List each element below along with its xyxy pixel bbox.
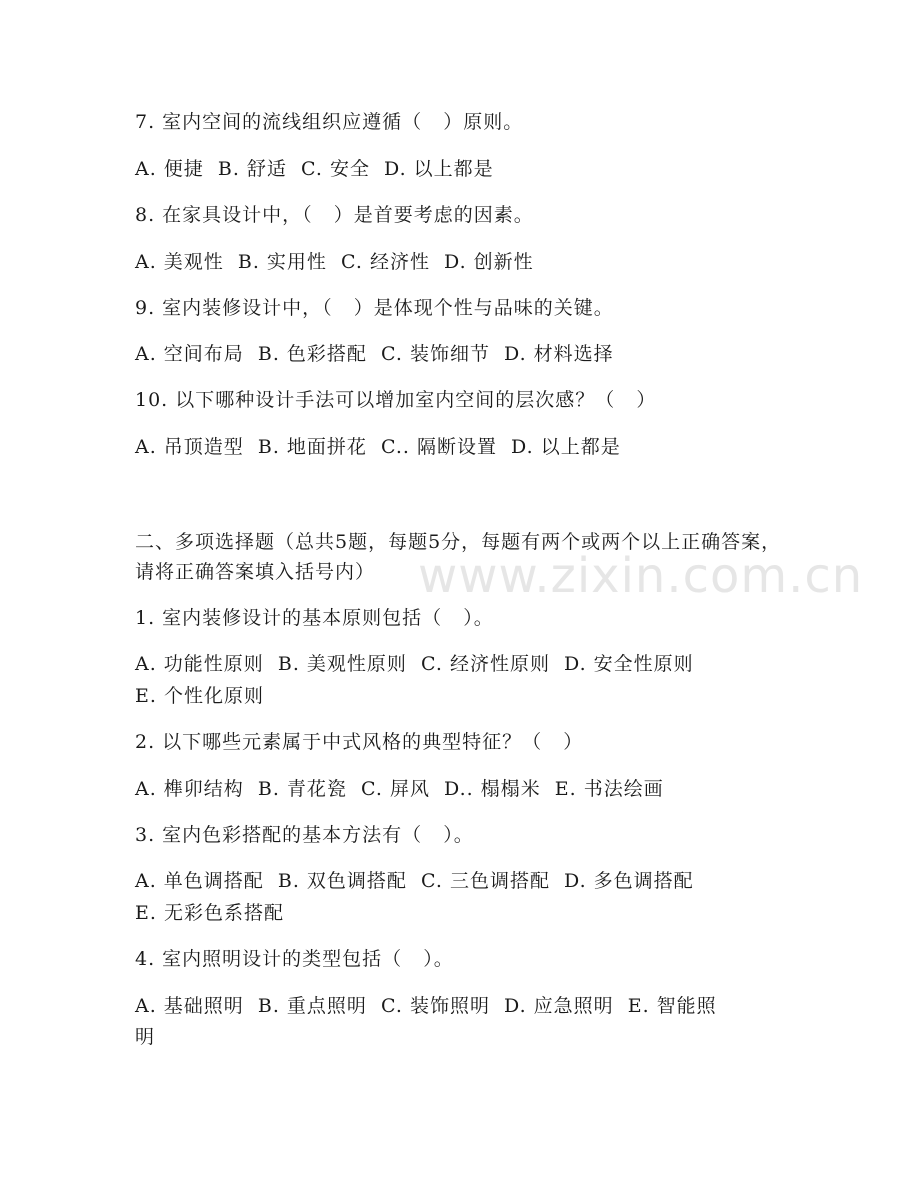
mc-question-2: 2. 以下哪些元素属于中式风格的典型特征？（ ） bbox=[135, 731, 584, 753]
question-7: 7. 室内空间的流线组织应遵循（ ）原则。 bbox=[135, 111, 524, 133]
mc-question-1-options-cont: E. 个性化原则 bbox=[135, 685, 264, 707]
mc-question-1: 1. 室内装修设计的基本原则包括（ ）。 bbox=[135, 607, 494, 629]
mc-question-2-options: A. 榫卯结构 B. 青花瓷 C. 屏风 D.. 榻榻米 E. 书法绘画 bbox=[135, 778, 664, 800]
mc-question-4-options-cont: 明 bbox=[135, 1026, 156, 1048]
watermark: www.zixin.com.cn bbox=[418, 548, 864, 604]
mc-question-4-options: A. 基础照明 B. 重点照明 C. 装饰照明 D. 应急照明 E. 智能照 bbox=[135, 995, 717, 1017]
mc-question-1-options: A. 功能性原则 B. 美观性原则 C. 经济性原则 D. 安全性原则 bbox=[135, 653, 694, 675]
question-10-options: A. 吊顶造型 B. 地面拼花 C.. 隔断设置 D. 以上都是 bbox=[135, 436, 621, 458]
mc-question-4: 4. 室内照明设计的类型包括（ ）。 bbox=[135, 948, 454, 970]
mc-question-3: 3. 室内色彩搭配的基本方法有（ ）。 bbox=[135, 824, 474, 846]
question-7-options: A. 便捷 B. 舒适 C. 安全 D. 以上都是 bbox=[135, 158, 494, 180]
question-10: 10. 以下哪种设计手法可以增加室内空间的层次感？（ ） bbox=[135, 389, 657, 411]
mc-question-3-options-cont: E. 无彩色系搭配 bbox=[135, 902, 284, 924]
question-8: 8. 在家具设计中，（ ）是首要考虑的因素。 bbox=[135, 204, 534, 226]
section-heading-multiple-choice: 二、多项选择题（总共5题，每题5分，每题有两个或两个以上正确答案，请将正确答案填入括号内） bbox=[135, 531, 782, 583]
mc-question-3-options: A. 单色调搭配 B. 双色调搭配 C. 三色调搭配 D. 多色调搭配 bbox=[135, 870, 694, 892]
question-9-options: A. 空间布局 B. 色彩搭配 C. 装饰细节 D. 材料选择 bbox=[135, 343, 614, 365]
question-8-options: A. 美观性 B. 实用性 C. 经济性 D. 创新性 bbox=[135, 251, 534, 273]
question-9: 9. 室内装修设计中，（ ）是体现个性与品味的关键。 bbox=[135, 297, 614, 319]
